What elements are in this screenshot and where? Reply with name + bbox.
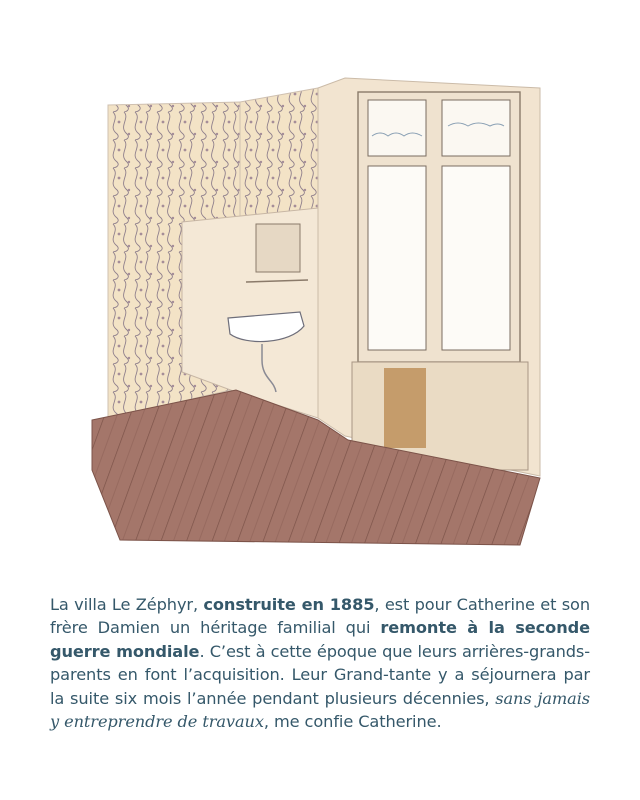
caption-paragraph	[50, 593, 590, 733]
window-pane-left	[368, 166, 426, 350]
caption-highlight-war: remonte à la seconde guerre mondiale	[50, 618, 590, 661]
caption-text: , me confie Catherine.	[263, 712, 442, 732]
window-pane-top-right	[442, 100, 510, 156]
mirror	[256, 224, 300, 272]
window-pane-right	[442, 166, 510, 350]
caption-quote: sans jamais y entreprendre de travaux	[50, 688, 590, 732]
damp-stain	[384, 368, 426, 448]
caption-text: La villa Le Zéphyr,	[50, 595, 204, 614]
caption-text: . C’est à cette époque que leurs arrières-grands-parents en font l’acquisition. Leur Grand-tante y a séjournera par la suite six mois l’année pendant plusieurs décennies,	[50, 641, 590, 708]
caption-highlight-date: construite en 1885	[203, 595, 375, 614]
caption-text: , est pour Catherine et son frère Damien un héritage familial qui	[50, 595, 591, 638]
window-pane-top-left	[368, 100, 426, 156]
